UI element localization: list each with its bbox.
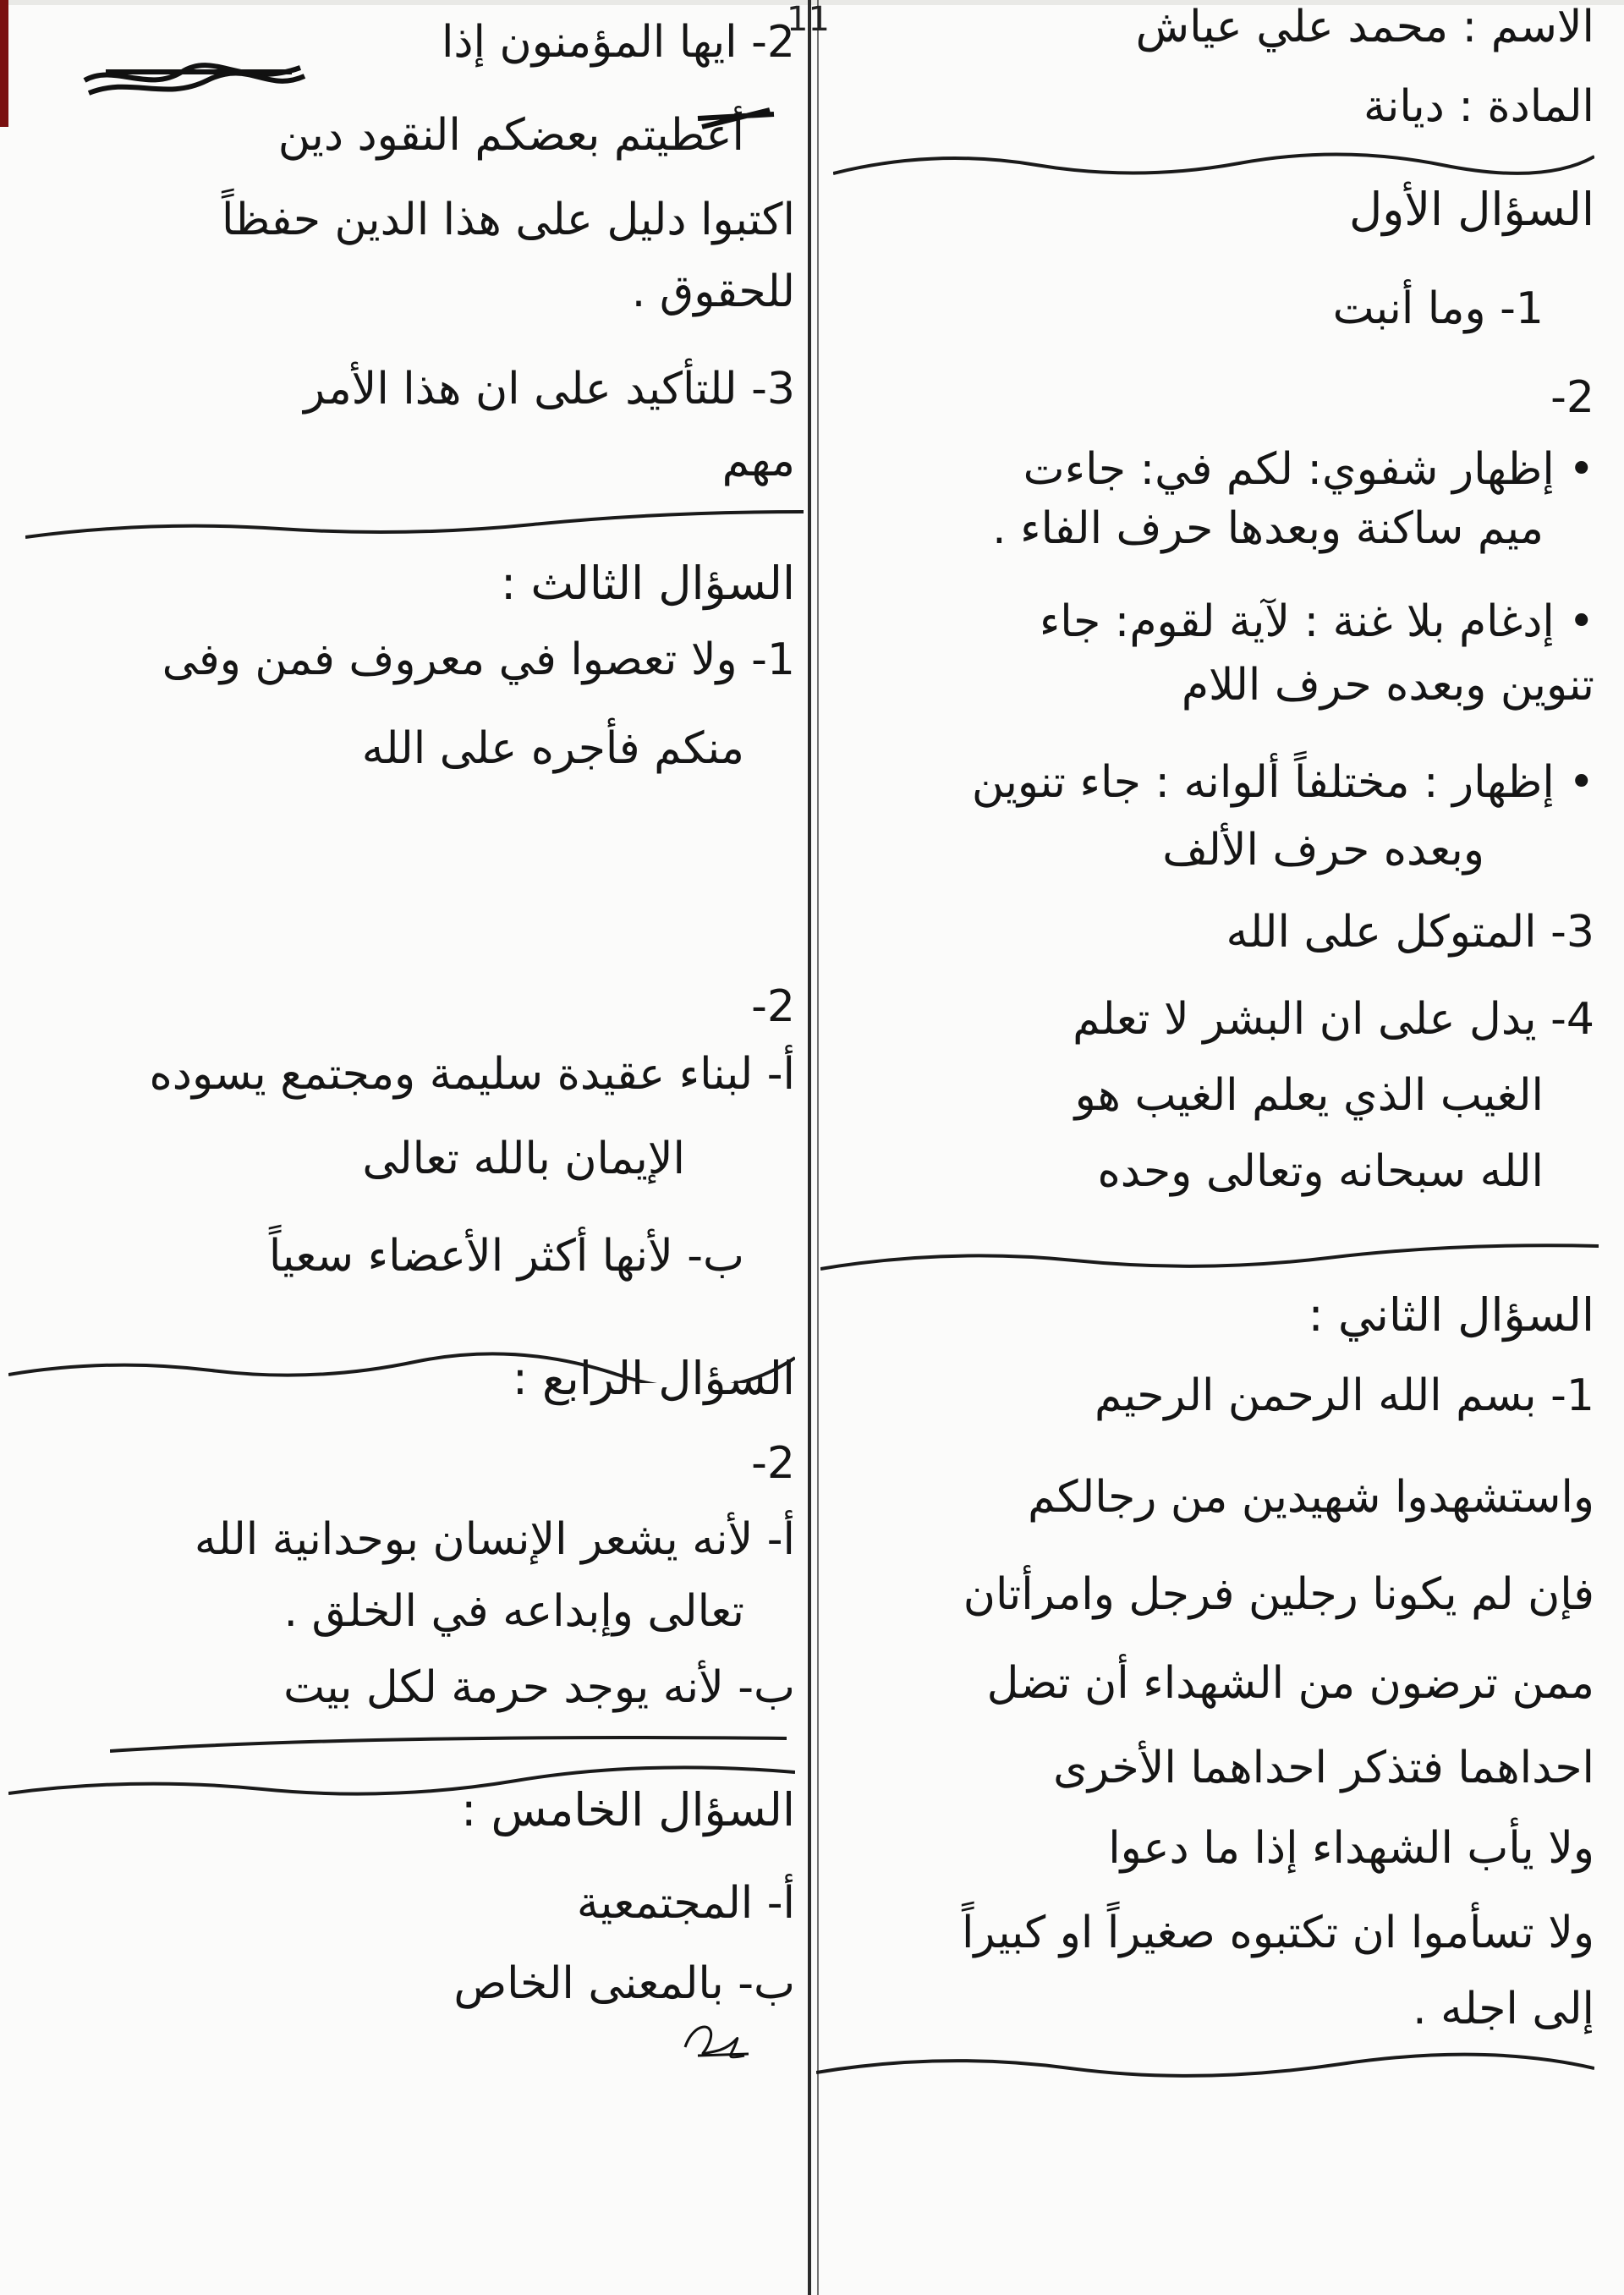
q1-line-7: • إظهار : مختلفاً ألوانه : جاء تنوين bbox=[971, 757, 1594, 808]
q1-line-3: • إظهار شفوي: لكم في: جاءت bbox=[1023, 444, 1594, 495]
q1-line-9: 3- المتوكل على الله bbox=[1226, 907, 1594, 958]
left-line-4: للحقوق . bbox=[631, 266, 795, 317]
separator-wave bbox=[816, 2047, 1594, 2085]
q1-line-8: وبعده حرف الألف bbox=[1162, 825, 1484, 876]
q2-line-2: واستشهدوا شهيدين من رجالكم bbox=[1028, 1472, 1594, 1523]
crossed-out-scribble bbox=[694, 93, 778, 144]
q5-title: السؤال الخامس : bbox=[461, 1783, 795, 1837]
right-column bbox=[833, 0, 1594, 2295]
separator-wave bbox=[8, 1341, 795, 1383]
q4-title: السؤال الرابع : bbox=[512, 1352, 795, 1405]
q1-line-12: الله سبحانه وتعالى وحده bbox=[1097, 1146, 1544, 1197]
q2-title: السؤال الثاني : bbox=[1308, 1288, 1594, 1342]
q2-line-6: ولا يأب الشهداء إذا ما دعوا bbox=[1108, 1823, 1594, 1874]
q5-line-1: أ- المجتمعية bbox=[576, 1878, 795, 1929]
q2-line-8: إلى اجله . bbox=[1413, 1984, 1594, 2034]
examiner-signature-mark bbox=[677, 2013, 753, 2064]
q3-line-1: 1- ولا تعصوا في معروف فمن وفى bbox=[162, 634, 795, 685]
q1-line-4: ميم ساكنة وبعدها حرف الفاء . bbox=[992, 503, 1544, 554]
q2-line-4: ممن ترضون من الشهداء أن تضل bbox=[986, 1658, 1594, 1709]
q2-line-1: 1- بسم الله الرحمن الرحيم bbox=[1094, 1370, 1594, 1421]
q1-line-10: 4- يدل على ان البشر لا تعلم bbox=[1073, 994, 1594, 1045]
left-line-6: مهم bbox=[721, 436, 795, 486]
left-line-2: أعطيتم بعضكم النقود دين bbox=[277, 110, 744, 161]
paper-left-edge bbox=[0, 0, 8, 127]
q2-line-7: ولا تسأموا ان تكتبوه صغيراً او كبيراً bbox=[961, 1908, 1594, 1958]
separator-wave bbox=[25, 499, 804, 541]
q4-line-3: تعالى وإبداعه في الخلق . bbox=[283, 1586, 744, 1637]
left-line-3: اكتبوا دليل على هذا الدين حفظاً bbox=[222, 195, 795, 245]
q3-line-2: منكم فأجره على الله bbox=[361, 723, 744, 774]
separator-wave bbox=[820, 1239, 1599, 1277]
q4-line-1: 2- bbox=[751, 1438, 795, 1489]
q3-line-4: أ- لبناء عقيدة سليمة ومجتمع يسوده bbox=[149, 1049, 795, 1100]
q3-line-6: ب- لأنها أكثر الأعضاء سعياً bbox=[268, 1231, 744, 1282]
q1-line-11: الغيب الذي يعلم الغيب هو bbox=[1074, 1070, 1544, 1121]
q1-title: السؤال الأول bbox=[1348, 183, 1594, 236]
q4-line-4: ب- لأنه يوجد حرمة لكل بيت bbox=[283, 1662, 795, 1713]
q3-line-5: الإيمان بالله تعالى bbox=[362, 1134, 685, 1184]
q1-line-1: 1- وما أنبت bbox=[1332, 283, 1544, 334]
left-line-1: 2- ايها المؤمنون إذا bbox=[441, 17, 795, 68]
column-divider-shadow bbox=[817, 0, 819, 2295]
q3-title: السؤال الثالث : bbox=[501, 557, 795, 610]
underline-stroke bbox=[110, 1730, 787, 1755]
separator-wave bbox=[8, 1760, 795, 1802]
q1-line-2: 2- bbox=[1550, 372, 1594, 423]
left-column bbox=[34, 0, 795, 2295]
page-number-mark: 11 bbox=[787, 0, 830, 39]
student-name: الاسم : محمد علي عياش bbox=[1135, 2, 1594, 52]
subject-name: المادة : ديانة bbox=[1363, 81, 1594, 132]
q4-line-2: أ- لأنه يشعر الإنسان بوحدانية الله bbox=[194, 1514, 795, 1565]
column-divider bbox=[808, 0, 811, 2295]
q1-line-6: تنوين وبعده حرف اللام bbox=[1181, 660, 1594, 711]
q1-line-5: • إدغام بلا غنة : لآية لقوم: جاء bbox=[1039, 596, 1594, 647]
separator-wave bbox=[833, 148, 1594, 182]
q3-line-3: 2- bbox=[751, 981, 795, 1032]
q5-line-2: ب- بالمعنى الخاص bbox=[453, 1958, 795, 2009]
left-line-5: 3- للتأكيد على ان هذا الأمر bbox=[304, 364, 795, 415]
crossed-out-scribble bbox=[80, 51, 309, 118]
q2-line-3: فإن لم يكونا رجلين فرجل وامرأتان bbox=[963, 1569, 1594, 1620]
q2-line-5: احداهما فتذكر احداهما الأخرى bbox=[1053, 1743, 1594, 1793]
